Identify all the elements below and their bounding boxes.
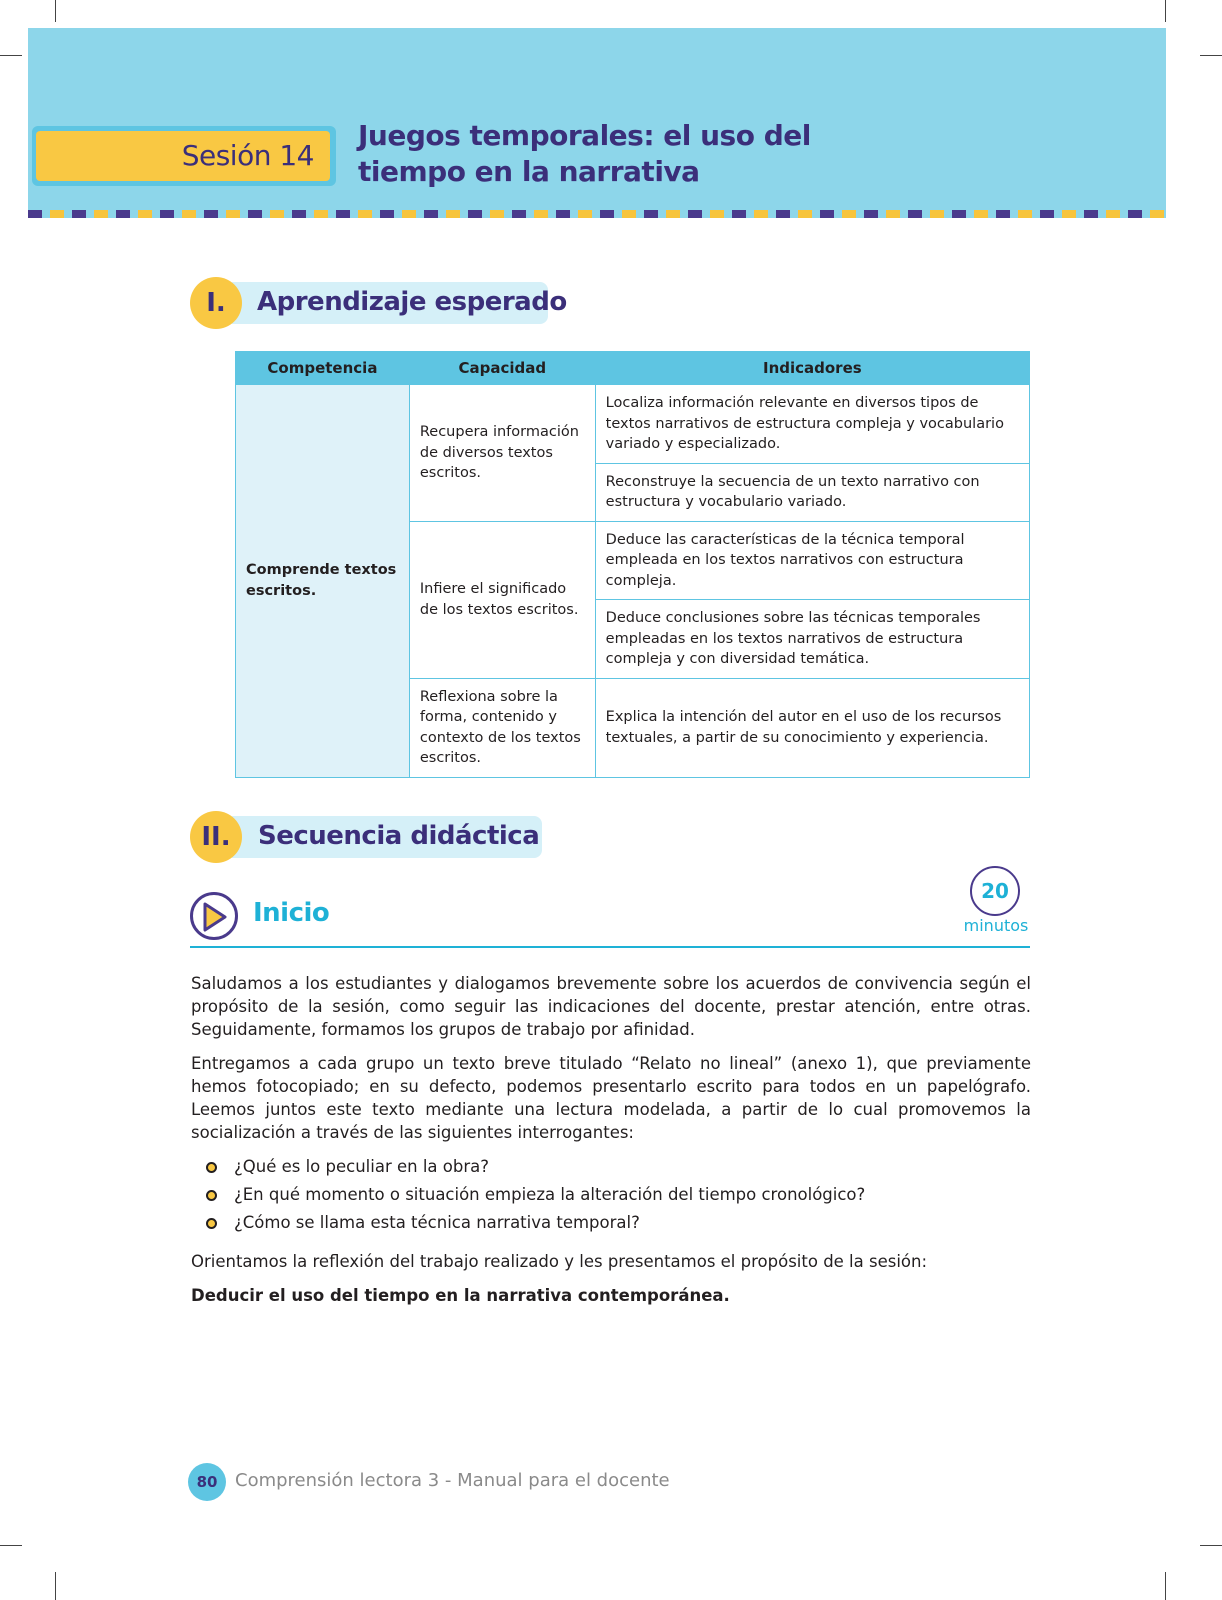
table-header: Competencia [236,352,410,385]
question-text: ¿Qué es lo peculiar en la obra? [234,1157,489,1176]
inicio-title: Inicio [253,898,330,928]
play-icon [190,892,238,940]
timer-label: minutos [963,916,1029,935]
header-stripe [28,210,1166,218]
bullet-icon [206,1190,217,1201]
crop-mark [0,1545,22,1546]
section1-number: I. [190,277,242,329]
table-header: Indicadores [595,352,1029,385]
indicador-cell: Localiza información relevante en diversos tipos de textos narrativos de estructura compleja y vocabulario variado y especializado. [595,385,1029,464]
crop-mark [55,0,56,22]
paragraph: Orientamos la reflexión del trabajo realizado y les presentamos el propósito de la sesión: [191,1252,928,1271]
paragraph: Entregamos a cada grupo un texto breve titulado “Relato no lineal” (anexo 1), que previamente hemos fotocopiado; en su defecto, podemos presentarlo escrito para todos en un papelógrafo. Leemos juntos este texto mediante una lectura modelada, a partir de lo cual promovemos la socialización a través de las siguientes interrogantes: [191,1054,1031,1142]
indicador-cell: Explica la intención del autor en el uso de los recursos textuales, a partir de su conocimiento y experiencia. [595,678,1029,777]
crop-mark [1200,1545,1222,1546]
section2-title: Secuencia didáctica [258,821,540,851]
list-item [206,1211,865,1239]
timer-icon [970,866,1020,916]
timer-minutes: 20 [981,879,1009,903]
crop-mark [0,55,22,56]
inicio-divider [190,946,1030,948]
list-item [206,1155,865,1183]
table-header-row [236,352,1030,385]
footer-title: Comprensión lectora 3 - Manual para el docente [235,1470,670,1491]
indicador-cell: Deduce las características de la técnica temporal empleada en los textos narrativos con estructura compleja. [595,521,1029,600]
session-label: Sesión 14 [36,131,330,181]
session-purpose: Deducir el uso del tiempo en la narrativa contemporánea. [191,1286,730,1305]
section1-title: Aprendizaje esperado [257,287,567,317]
crop-mark [1165,0,1166,22]
capacidad-cell: Recupera información de diversos textos escritos. [409,385,595,522]
list-item [206,1183,865,1211]
competencias-table [235,351,1030,778]
paragraph: Saludamos a los estudiantes y dialogamos brevemente sobre los acuerdos de convivencia según el propósito de la sesión, como seguir las indicaciones del docente, prestar atención, entre otras. Seguidamente, formamos los grupos de trabajo por afinidad. [191,974,1031,1039]
crop-mark [55,1572,56,1600]
page-number: 80 [188,1463,226,1501]
section2-number: II. [190,811,242,863]
indicador-cell: Deduce conclusiones sobre las técnicas temporales empleadas en los textos narrativos de estructura compleja y con diversidad temática. [595,600,1029,679]
bullet-icon [206,1218,217,1229]
capacidad-cell: Reflexiona sobre la forma, contenido y contexto de los textos escritos. [409,678,595,777]
question-text: ¿En qué momento o situación empieza la alteración del tiempo cronológico? [234,1185,866,1204]
crop-mark [1200,55,1222,56]
session-title [358,118,978,190]
question-text: ¿Cómo se llama esta técnica narrativa temporal? [234,1213,640,1232]
indicador-cell: Reconstruye la secuencia de un texto narrativo con estructura y vocabulario variado. [595,463,1029,521]
session-title-line1: Juegos temporales: el uso del [358,119,811,152]
crop-mark [1165,1572,1166,1600]
question-list [206,1155,865,1239]
capacidad-cell: Infiere el significado de los textos escritos. [409,521,595,678]
session-title-line2: tiempo en la narrativa [358,155,700,188]
bullet-icon [206,1162,217,1173]
table-row [236,385,1030,464]
table-header: Capacidad [409,352,595,385]
competencia-cell: Comprende textos escritos. [236,385,410,778]
